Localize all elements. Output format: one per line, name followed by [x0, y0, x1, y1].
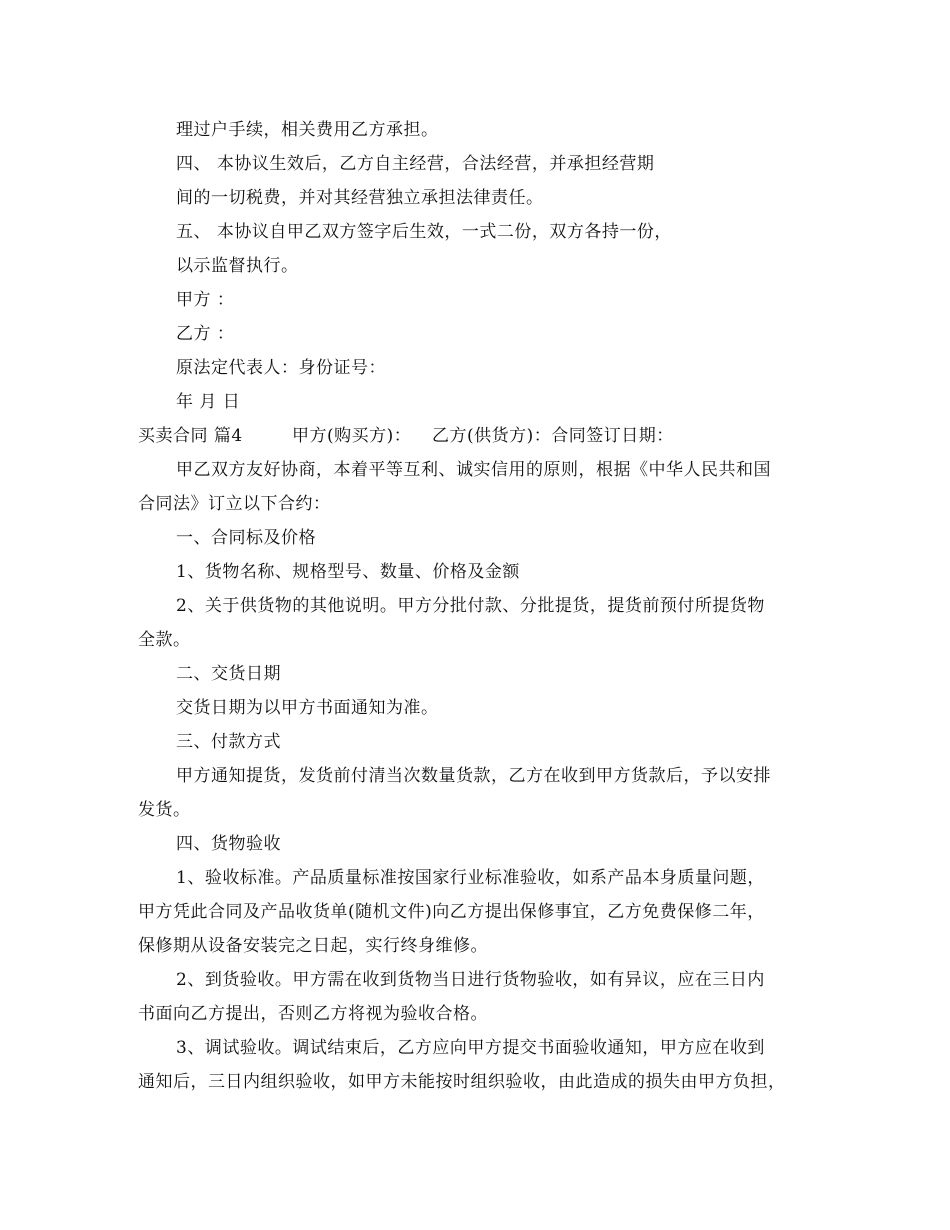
party-b-and-date-label: 乙方(供货方)：合同签订日期： — [432, 426, 674, 446]
text-line: 甲方通知提货，发货前付清当次数量货款，乙方在收到甲方货款后，予以安排 — [176, 766, 771, 786]
text-line: 2、关于供货物的其他说明。甲方分批付款、分批提货，提货前预付所提货物 — [176, 596, 765, 616]
text-line: 1、验收标准。产品质量标准按国家行业标准验收，如系产品本身质量问题， — [176, 868, 765, 888]
text-line: 发货。 — [138, 800, 191, 820]
text-line: 甲乙双方友好协商，本着平等互利、诚实信用的原则，根据《中华人民共和国 — [176, 460, 771, 480]
section-heading: 三、付款方式 — [176, 732, 281, 752]
text-line: 甲方 ： — [176, 290, 235, 310]
section-heading: 一、合同标及价格 — [176, 528, 316, 548]
text-line: 以示监督执行。 — [176, 256, 299, 276]
text-line: 原法定代表人：身份证号： — [176, 358, 386, 378]
text-line: 甲方凭此合同及产品收货单(随机文件)向乙方提出保修事宜，乙方免费保修二年， — [138, 902, 765, 922]
party-a-label: 甲方(购买方)： — [292, 426, 412, 446]
text-line: 交货日期为以甲方书面通知为准。 — [176, 698, 439, 718]
contract-header — [138, 425, 858, 447]
text-line: 四、 本协议生效后，乙方自主经营，合法经营，并承担经营期 — [176, 154, 655, 174]
text-line: 五、 本协议自甲乙双方签字后生效，一式二份，双方各持一份， — [176, 222, 672, 242]
text-line: 1、货物名称、规格型号、数量、价格及金额 — [176, 562, 520, 582]
text-line: 间的一切税费，并对其经营独立承担法律责任。 — [176, 188, 544, 208]
contract-title: 买卖合同 篇4 — [138, 426, 243, 446]
text-line: 合同法》订立以下合约： — [138, 494, 331, 514]
section-heading: 四、货物验收 — [176, 834, 281, 854]
text-line: 理过户手续，相关费用乙方承担。 — [176, 120, 439, 140]
text-line: 书面向乙方提出，否则乙方将视为验收合格。 — [138, 1004, 488, 1024]
text-line: 3、调试验收。调试结束后，乙方应向甲方提交书面验收通知，甲方应在收到 — [176, 1038, 765, 1058]
text-line: 保修期从设备安装完之日起，实行终身维修。 — [138, 936, 488, 956]
text-line: 通知后，三日内组织验收，如甲方未能按时组织验收，由此造成的损失由甲方负担， — [138, 1072, 786, 1092]
section-heading: 二、交货日期 — [176, 664, 281, 684]
text-line: 年 月 日 — [176, 392, 241, 412]
text-line: 2、到货验收。甲方需在收到货物当日进行货物验收，如有异议，应在三日内 — [176, 970, 765, 990]
text-line: 乙方 ： — [176, 324, 235, 344]
text-line: 全款。 — [138, 630, 191, 650]
